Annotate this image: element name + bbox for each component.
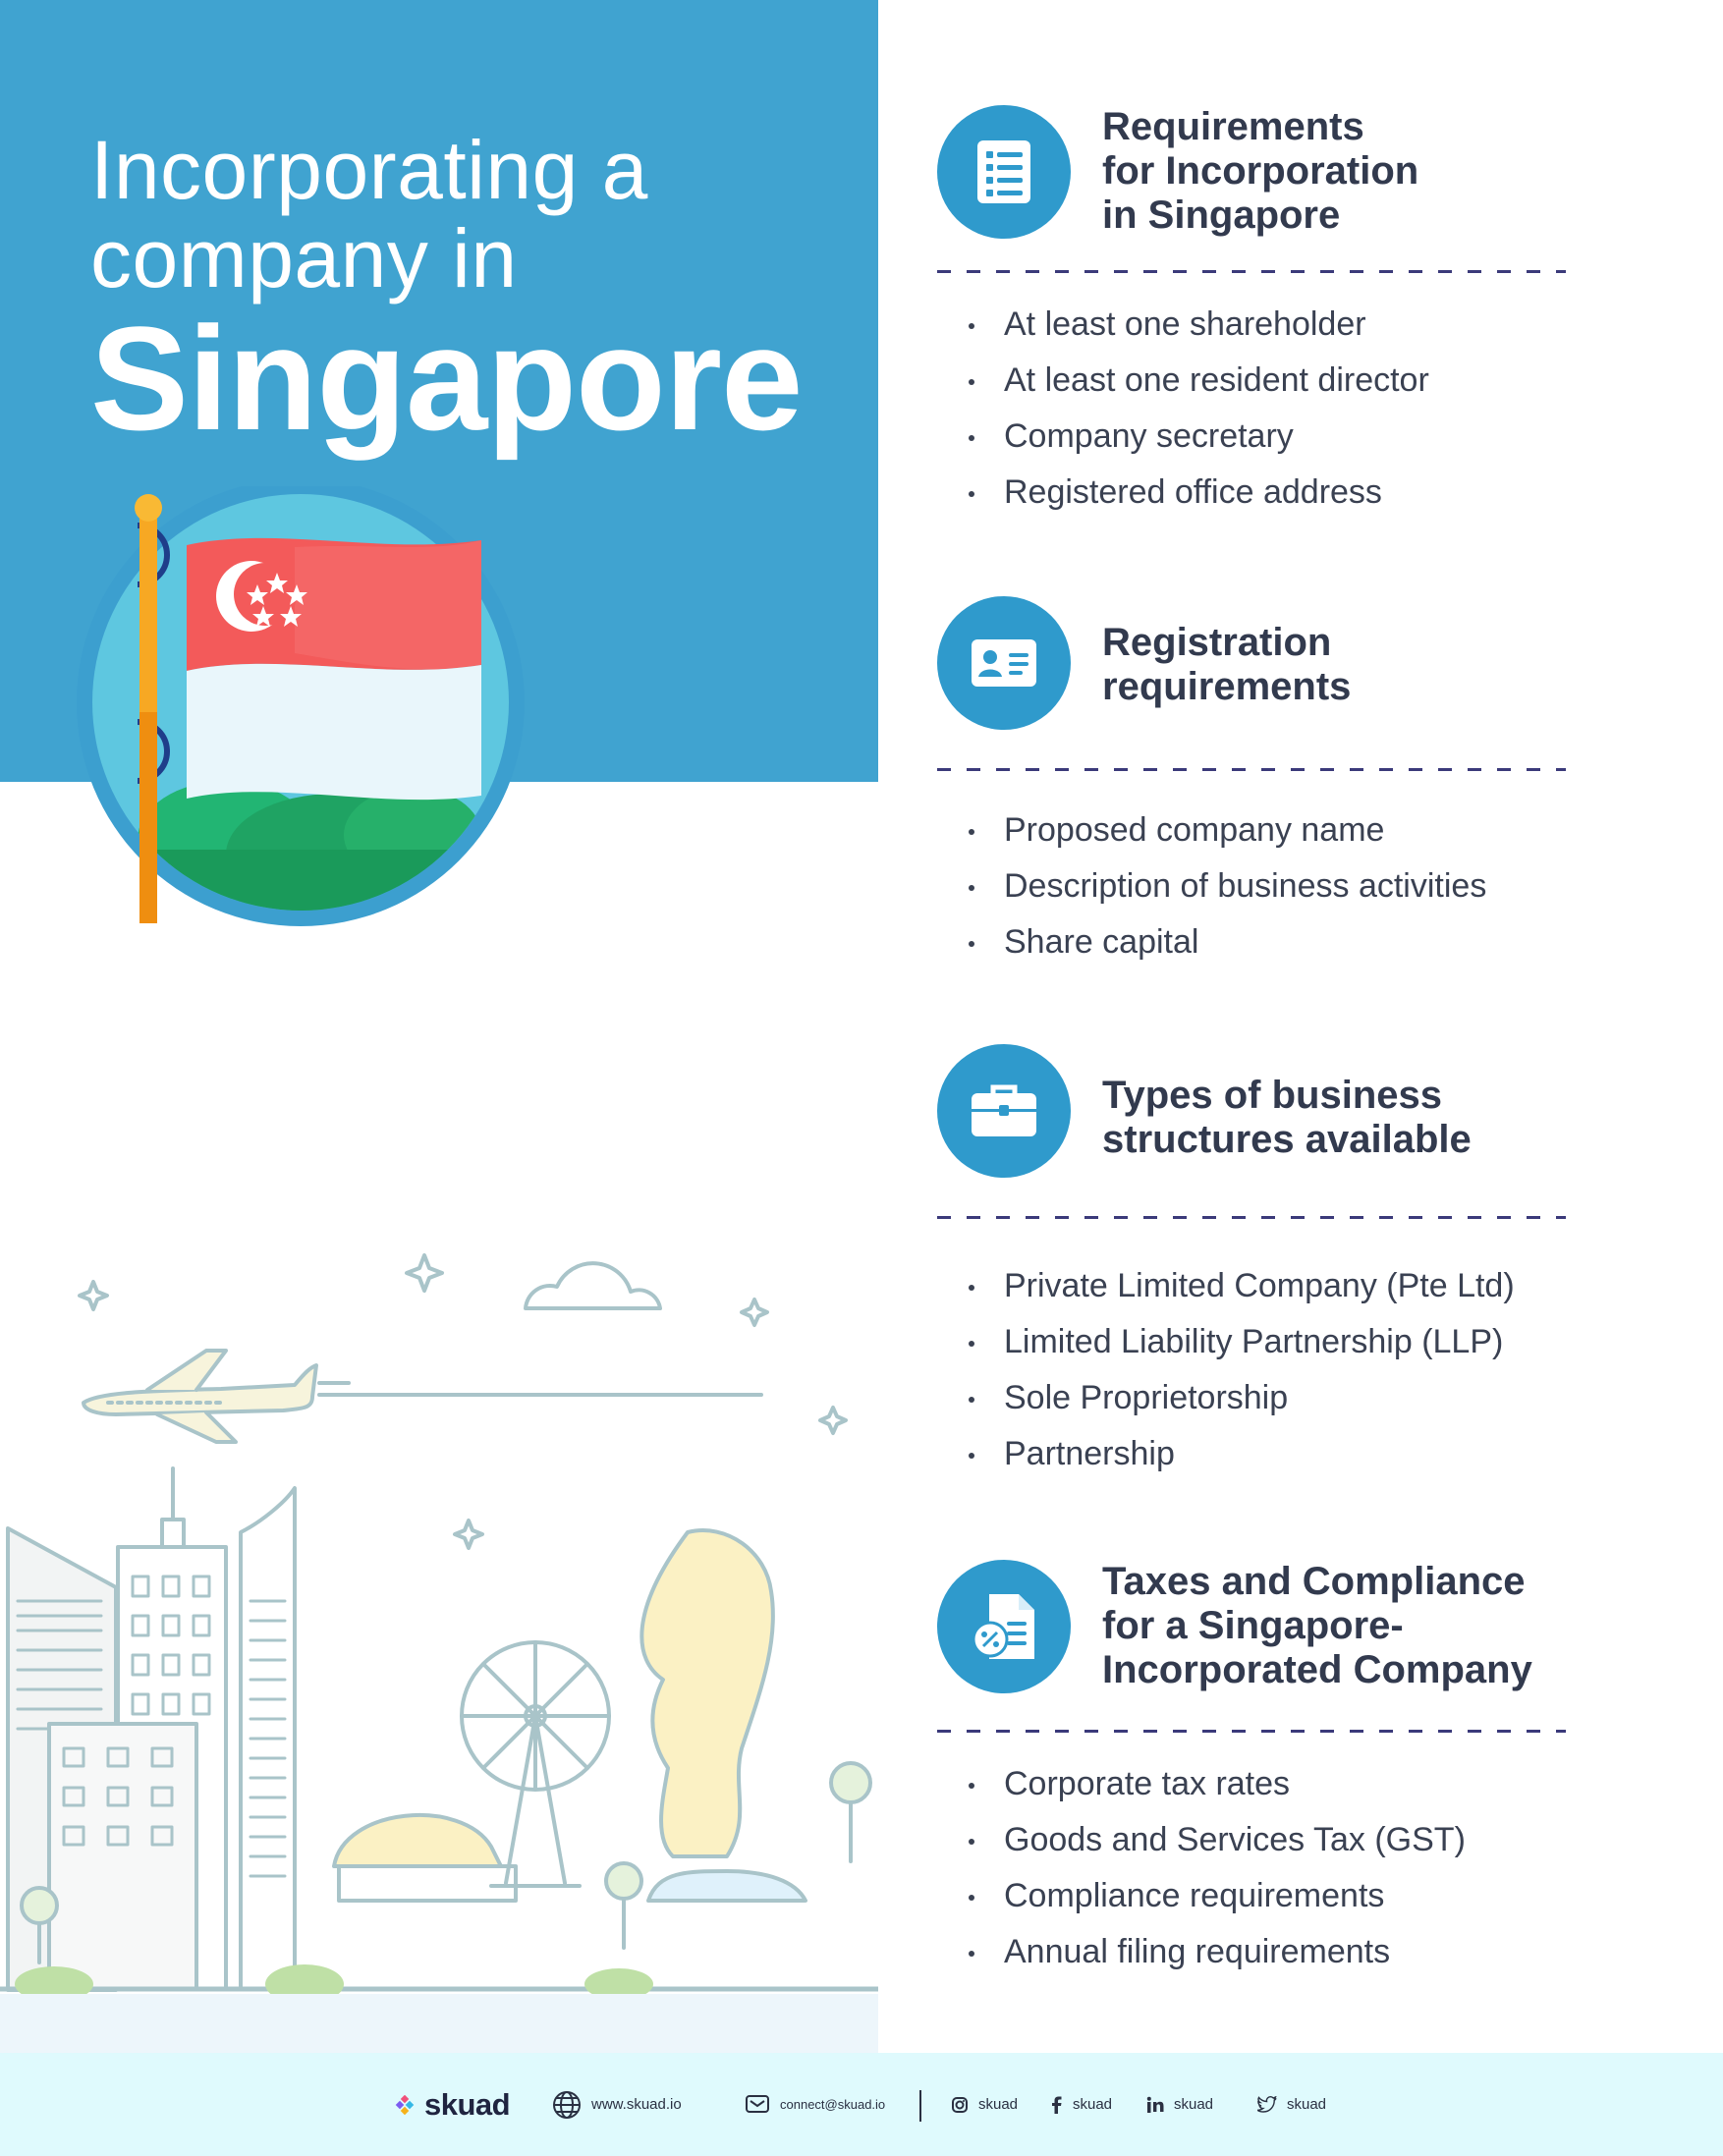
bullet-list	[969, 1756, 1466, 1980]
sparkle-icon	[80, 1282, 107, 1309]
esplanade-dome	[334, 1815, 501, 1866]
mail-icon	[745, 2094, 770, 2116]
singapore-skyline-illustration	[0, 1238, 878, 2053]
instagram-link[interactable]	[951, 2053, 1018, 2156]
website-link[interactable]	[552, 2053, 682, 2156]
page-title	[90, 124, 803, 461]
sparkle-icon	[820, 1408, 846, 1433]
section-icon-circle	[937, 1044, 1071, 1178]
tax-document-icon	[972, 1592, 1036, 1661]
title-line-3: Singapore	[90, 296, 803, 461]
list-item: Annual filing requirements	[969, 1924, 1466, 1980]
list-item: Private Limited Company (Pte Ltd)	[969, 1258, 1515, 1314]
flag-white-band	[187, 664, 481, 800]
list-item: Proposed company name	[969, 802, 1486, 858]
section-title: Taxes and Compliance for a Singapore- Incorporated Company	[1102, 1560, 1532, 1691]
singapore-flag-illustration	[59, 486, 530, 953]
merlion-statue	[641, 1530, 773, 1856]
footer-separator	[919, 2090, 921, 2122]
linkedin-link[interactable]	[1146, 2053, 1213, 2156]
section-business-structures	[937, 1044, 1566, 1472]
list-item: Share capital	[969, 914, 1486, 970]
list-item: Sole Proprietorship	[969, 1370, 1515, 1426]
email-link[interactable]	[745, 2053, 885, 2156]
facebook-icon	[1051, 2096, 1063, 2114]
section-title: Registration requirements	[1102, 621, 1352, 708]
brand-name: skuad	[424, 2086, 511, 2122]
briefcase-icon	[970, 1083, 1038, 1138]
sparkle-icon	[742, 1299, 767, 1325]
bullet-list	[969, 297, 1429, 521]
linkedin-icon	[1146, 2096, 1164, 2114]
website-text: www.skuad.io	[591, 2096, 682, 2113]
section-incorporation-requirements	[937, 105, 1566, 511]
list-item: Company secretary	[969, 409, 1429, 465]
facebook-link[interactable]	[1051, 2053, 1112, 2156]
list-item: At least one shareholder	[969, 297, 1429, 353]
sparkle-icon	[407, 1255, 442, 1291]
instagram-icon	[951, 2096, 969, 2114]
twitter-icon	[1257, 2096, 1277, 2113]
list-item: Corporate tax rates	[969, 1756, 1466, 1812]
list-item: At least one resident director	[969, 353, 1429, 409]
document-list-icon	[975, 138, 1032, 205]
bullet-list	[969, 802, 1486, 970]
section-icon-circle	[937, 596, 1071, 730]
airplane-icon	[83, 1351, 761, 1442]
skuad-logo-icon	[395, 2095, 415, 2115]
dashed-divider	[937, 1216, 1566, 1219]
water	[0, 1994, 878, 2053]
list-item: Registered office address	[969, 465, 1429, 521]
bullet-list	[969, 1258, 1515, 1482]
twitter-handle: skuad	[1287, 2096, 1327, 2113]
title-line-1: Incorporating a	[90, 124, 648, 216]
cloud-icon	[526, 1263, 660, 1308]
section-title: Requirements for Incorporation in Singapore	[1102, 105, 1419, 237]
globe-icon	[552, 2090, 582, 2120]
building-low	[49, 1724, 196, 1989]
facebook-handle: skuad	[1073, 2096, 1113, 2113]
id-card-icon	[970, 637, 1038, 689]
section-icon-circle	[937, 1560, 1071, 1693]
brand-logo[interactable]	[395, 2053, 510, 2156]
sparkle-icon	[455, 1520, 482, 1548]
list-item: Description of business activities	[969, 858, 1486, 914]
email-text: connect@skuad.io	[780, 2097, 886, 2112]
section-taxes-compliance	[937, 1560, 1566, 1970]
dashed-divider	[937, 270, 1566, 273]
section-registration-requirements	[937, 596, 1566, 961]
list-item: Compliance requirements	[969, 1868, 1466, 1924]
dashed-divider	[937, 768, 1566, 771]
instagram-handle: skuad	[978, 2096, 1019, 2113]
linkedin-handle: skuad	[1174, 2096, 1214, 2113]
section-icon-circle	[937, 105, 1071, 239]
twitter-link[interactable]	[1257, 2053, 1326, 2156]
title-line-2: company in	[90, 212, 518, 304]
list-item: Goods and Services Tax (GST)	[969, 1812, 1466, 1868]
list-item: Partnership	[969, 1426, 1515, 1482]
dashed-divider	[937, 1730, 1566, 1733]
section-title: Types of business structures available	[1102, 1074, 1472, 1161]
list-item: Limited Liability Partnership (LLP)	[969, 1314, 1515, 1370]
